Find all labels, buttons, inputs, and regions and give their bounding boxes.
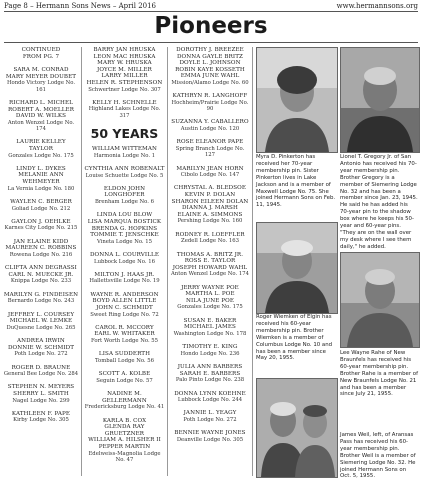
member-entry — [170, 391, 250, 404]
lodge-name: Rowena Lodge No. 216 — [9, 251, 73, 258]
member-name: ROSE ELEANOR PAPE — [176, 139, 244, 146]
member-entry — [84, 166, 165, 179]
column-2-bottom-list — [84, 146, 165, 463]
lodge-name: General Bee Lodge No. 284 — [3, 371, 79, 378]
member-entry — [3, 100, 79, 132]
column-divider — [252, 47, 253, 476]
lodge-name: Goliad Lodge No. 212 — [11, 205, 71, 212]
caption-wiemken: Roger Wiemken of Elgin has received his 60-year membership pin. Brother Wiemken is a member of Columbus Lodge No. 10 and has been a member since May 20, 1955. — [256, 314, 333, 362]
photo-james-weil — [256, 378, 338, 478]
member-entry — [3, 312, 79, 331]
lodge-name: Louise Schuette Lodge No. 5 — [85, 172, 164, 179]
lodge-name: Nagel Lodge No. 299 — [12, 397, 70, 404]
lodge-name: Cibolo Lodge No. 147 — [180, 172, 240, 179]
member-name: DONNA GAYLE BRITZ — [176, 53, 244, 60]
member-name: KELLY H. SCHNELLE — [92, 99, 157, 106]
member-name: JEFFREY L. COURSEY — [7, 311, 75, 318]
lodge-name: Edelweiss-Magnolia Lodge No. 47 — [88, 450, 161, 463]
caption-weil: James Weil, left, of Aransas Pass has received his 60-year membership pin. Brother Weil is a member of Siemering Lodge No. 32. He joined Hermann Sons on Oct. 5, 1955. — [340, 432, 416, 480]
member-name: LISA MARQUA BOSTICK — [87, 218, 162, 225]
member-name: LEON MAC HRUSKA — [93, 53, 156, 60]
photo-myra-pinkerton — [256, 47, 338, 153]
member-entry — [3, 265, 79, 284]
member-name: CONTINUED — [21, 47, 61, 53]
member-name: DIANNA J. MARSH — [182, 205, 238, 212]
member-name: WEHMEYER — [22, 179, 60, 186]
member-entry — [84, 351, 165, 364]
member-name: JOHN C. SCHMIDT — [96, 304, 153, 311]
member-name: STEPHEN N. MEYERS — [7, 384, 75, 391]
member-name: JERRY WAYNE POE — [181, 284, 239, 291]
lodge-name: Lubbock Lodge No. 16 — [94, 258, 155, 265]
member-name: BENNIE WAYNE JONES — [174, 430, 246, 437]
member-name: WILLIAM A. HILSHER II — [88, 437, 161, 444]
site-url: www.hermannsons.org — [336, 2, 418, 10]
lodge-name: Gonzales Lodge No. 175 — [177, 304, 243, 311]
member-name: DOYLE L. JOHNSON — [179, 60, 241, 67]
member-entry — [170, 185, 250, 224]
member-entry — [84, 47, 165, 93]
member-name: JOYCE M. MILLER — [96, 66, 152, 73]
member-name: JULIA ANN BARBERS — [177, 364, 243, 371]
member-entry — [170, 232, 250, 245]
caption-pinkerton: Myra D. Pinkerton has received her 70-year membership pin. Sister Pinkerton lives in Lake Jackson and is a member of Maxwell Lodge No. 75. She joined Hermann Sons on Feb. 11, 1945. — [256, 154, 336, 209]
lodge-name: Pershing Lodge No. 160 — [177, 218, 243, 225]
member-name: MARILYN JEAN HORN — [176, 165, 244, 172]
member-name: DOROTHY J. BREEZEE — [176, 47, 244, 53]
member-name: DONNIE W. SCHMIDT — [7, 344, 75, 351]
member-name: LONGHOFER — [104, 192, 145, 199]
lodge-name: Knippa Lodge No. 233 — [10, 278, 72, 285]
member-name: LINDY L. DYKES — [16, 165, 66, 172]
member-entry — [84, 418, 165, 464]
member-name: CAROL R. MCCORY — [95, 324, 154, 331]
lodge-name: Lubbock Lodge No. 244 — [177, 397, 243, 404]
member-name: WILLIAM WITTEMAN — [91, 146, 157, 153]
lodge-name: Anton Wenzel Lodge No. 174 — [170, 271, 250, 278]
lodge-name: Austin Lodge No. 120 — [180, 126, 240, 133]
member-name: HELEN R. STEPHENSON — [86, 79, 163, 86]
member-name: KARLA B. COX — [102, 417, 147, 424]
photo-roger-wiemken — [256, 222, 338, 314]
member-name: ROBERT A. MOELLER — [7, 106, 75, 113]
member-entry — [84, 186, 165, 205]
member-name: DONNA LYNN KOEHNE — [174, 390, 246, 397]
names-column-3 — [170, 47, 250, 450]
member-name: ANDREA IRWIN — [17, 338, 65, 345]
member-name: GLENDA RAY GRUETZNER — [104, 424, 145, 437]
member-entry — [170, 119, 250, 132]
member-name: JOSEPH HOWARD WAHL — [172, 264, 248, 271]
member-entry — [3, 166, 79, 192]
member-name: KATHLEEN F. PAPE — [11, 410, 71, 417]
member-name: MICHAEL JAMES — [184, 324, 236, 331]
member-entry — [3, 365, 79, 378]
lodge-name: Mission/Alamo Lodge No. 60 — [171, 79, 249, 86]
member-entry — [84, 371, 165, 384]
lodge-name: Hochheim/Prairie Lodge No. 90 — [171, 99, 249, 113]
member-name: LAURIE KELLEY — [16, 139, 66, 146]
column-divider — [81, 47, 82, 476]
member-name: MARTHA L. POE — [185, 291, 235, 298]
member-entry — [170, 252, 250, 278]
member-entry — [3, 219, 79, 232]
member-name: SCOTT A. KOLBE — [98, 371, 151, 378]
member-name: KATHRYN R. LANGHOFF — [172, 93, 248, 100]
member-entry — [3, 47, 79, 60]
member-entry — [3, 67, 79, 93]
member-name: KEVIN P. DOLAN — [184, 192, 236, 199]
column-divider — [167, 47, 168, 476]
member-entry — [170, 344, 250, 357]
member-name: CYNTHIA ANN ROBENALT — [84, 165, 165, 172]
member-name: LISA SUDDERTH — [98, 351, 151, 358]
lodge-name: Bernardo Lodge No. 243 — [7, 298, 75, 305]
member-name: ROBIN KAYE KOSSETH — [175, 66, 245, 73]
member-entry — [84, 391, 165, 410]
member-entry — [84, 252, 165, 265]
member-name: MARILYN G. FINDEISEN — [3, 291, 79, 298]
lodge-name: Hondo Victory Lodge No. 161 — [6, 80, 76, 93]
member-entry — [3, 292, 79, 305]
member-name: MILTON J. HAAS JR. — [94, 271, 155, 278]
member-entry — [170, 166, 250, 179]
member-name: DONNA L. COURVILLE — [89, 251, 160, 258]
member-name: MARY MEYER DOUBET — [5, 73, 77, 80]
names-column-1 — [3, 47, 79, 431]
photo-lee-wayne-rahe — [340, 252, 420, 348]
member-name: FROM PG. 7 — [22, 53, 60, 60]
member-name: MICHAEL W. LEMKE — [9, 318, 73, 325]
member-entry — [84, 146, 165, 159]
member-name: CARL N. MUECKE JR. — [8, 271, 74, 278]
member-name: PEPPER MARTIN — [98, 443, 151, 450]
member-name: THOMAS A. BRITZ JR. — [176, 251, 244, 258]
lodge-name: Seguin Lodge No. 57 — [96, 377, 153, 384]
member-entry — [170, 430, 250, 443]
member-entry — [84, 272, 165, 285]
member-name: LARRY MILLER — [101, 73, 148, 80]
column-2-top-list — [84, 47, 165, 119]
member-entry — [170, 93, 250, 112]
member-entry — [170, 139, 250, 158]
member-name: NILA JUNE POE — [185, 297, 235, 304]
caption-rahe: Lee Wayne Rahe of New Braunfels has received his 60-year membership pin. Brother Rahe is a member of New Braunfels Lodge No. 21 and has been a member since July 21, 1955. — [340, 350, 418, 398]
lodge-name: Harmonia Lodge No. 1 — [93, 152, 156, 159]
member-name: RICHARD L. MICHEL — [9, 99, 73, 106]
member-entry — [3, 199, 79, 212]
member-entry — [170, 364, 250, 383]
member-name: DAVID W. WILKS — [15, 113, 67, 120]
member-name: SARAH E. BARBERS — [179, 370, 241, 377]
member-name: SHERRY L. SMITH — [13, 391, 69, 397]
lodge-name: Deanville Lodge No. 305 — [176, 436, 244, 443]
lodge-name: Kirby Lodge No. 305 — [13, 417, 69, 424]
member-name: BARRY JAN HRUSKA — [93, 47, 156, 53]
lodge-name: Hondo Lodge No. 236 — [180, 350, 240, 357]
member-name: TAYLOR — [28, 145, 54, 152]
lodge-name: Anton Wenzel Lodge No. 174 — [7, 119, 75, 133]
member-name: SARA M. CONRAD — [13, 67, 69, 74]
lodge-name: Sweet Ring Lodge No. 72 — [90, 311, 159, 318]
lodge-name: Spring Branch Lodge No. 127 — [175, 145, 245, 159]
header-rule — [4, 11, 418, 12]
member-entry — [84, 100, 165, 119]
lodge-name: Brenham Lodge No. 6 — [94, 199, 155, 206]
member-entry — [3, 338, 79, 357]
member-entry — [3, 239, 79, 258]
member-name: TOMMIE T. JENSCHKE — [90, 232, 159, 239]
member-name: WAYNE R. ANDERSON — [90, 291, 159, 298]
member-name: LINDA LOU BLOW — [96, 212, 153, 219]
page-title: Pioneers — [154, 13, 268, 39]
member-entry — [84, 292, 165, 318]
member-name: EARL W. WHITAKER — [94, 331, 155, 338]
member-name: MARY W. HRUSKA — [97, 60, 152, 67]
caption-gregory: Lionel T. Gregory Jr. of San Antonio has received his 70-year membership pin. Brother Gregory is a member of Siemering Lodge No. 32 and has been a member since Jan. 23, 1945. He said he has added his 70-year pin to the shadow box where he keeps his 50-year and 60-year pins. "They are on the wall over my desk where I see them daily," he added. — [340, 154, 418, 250]
member-name: BRENDA G. HOPKINS — [91, 225, 158, 232]
lodge-name: Vineta Lodge No. 15 — [96, 238, 153, 245]
member-name: TIMOTHY E. KING — [182, 344, 238, 351]
member-entry — [170, 318, 250, 337]
member-name: CLIFTA ANN DEGRASSI — [5, 265, 77, 272]
member-entry — [3, 139, 79, 158]
lodge-name: Gonzales Lodge No. 175 — [8, 152, 74, 159]
photo-lionel-gregory — [340, 47, 420, 153]
member-entry — [84, 325, 165, 344]
member-name: RODNEY R. LOEFFLER — [175, 231, 245, 238]
member-entry — [84, 212, 165, 245]
member-name: SUSAN E. BAKER — [183, 317, 237, 324]
member-entry — [3, 411, 79, 424]
lodge-name: Palo Pinto Lodge No. 238 — [175, 377, 245, 384]
member-name: ELAINE A. SIMMONS — [177, 211, 243, 218]
lodge-name: Schwertner Lodge No. 307 — [88, 86, 161, 93]
member-name: JANNIE L. YEAGY — [183, 410, 237, 417]
title-rule — [4, 42, 418, 43]
lodge-name: Fredericksburg Lodge No. 41 — [84, 404, 165, 411]
member-name: ROSS E. TAYLOR — [184, 258, 236, 265]
lodge-name: Zedell Lodge No. 163 — [181, 238, 239, 245]
member-name: CHRYSTAL A. BLEDSOE — [173, 185, 247, 192]
lodge-name: La Vernia Lodge No. 180 — [7, 185, 75, 192]
member-name: BOYD ALLEN LITTLE — [92, 298, 157, 305]
member-entry — [170, 285, 250, 311]
lodge-name: Highland Lakes Lodge No. 317 — [88, 106, 161, 119]
lodge-name: Poth Lodge No. 272 — [183, 417, 237, 424]
member-name: ROGER D. BRAUNE — [11, 364, 71, 371]
member-name: NADINE M. GELLERMANN — [102, 391, 147, 404]
page-header-left: Page 8 – Hermann Sons News – April 2016 — [4, 2, 157, 10]
member-name: MELANIE ANN — [18, 172, 64, 179]
lodge-name: Fort Worth Lodge No. 55 — [90, 338, 159, 345]
lodge-name: Karnes City Lodge No. 215 — [4, 225, 78, 232]
lodge-name: Washington Lodge No. 178 — [173, 330, 247, 337]
member-name: JAN ELAINE KIDD — [13, 238, 69, 245]
member-entry — [170, 47, 250, 86]
member-name: EMMA JUNE WAHL — [180, 73, 240, 80]
member-name: SHARON EILEEN DOLAN — [171, 198, 249, 205]
names-column-2 — [84, 47, 165, 470]
lodge-name: Poth Lodge No. 272 — [14, 351, 68, 358]
member-name: GAYLON J. OEHLKE — [11, 218, 71, 225]
member-name: MAUREEN C. ROBBINS — [5, 245, 77, 252]
member-entry — [170, 410, 250, 423]
member-name: WAYLEN C. BERGER — [10, 198, 72, 205]
lodge-name: Hallettsville Lodge No. 19 — [89, 278, 160, 285]
member-name: SUZANNA Y. CABALLERO — [171, 119, 249, 126]
lodge-name: Tomball Lodge No. 56 — [94, 357, 155, 364]
member-name: ELDON JOHN — [103, 185, 146, 192]
lodge-name: DuQuesne Lodge No. 265 — [6, 324, 76, 331]
years-heading: 50 YEARS — [90, 126, 159, 142]
member-entry — [3, 384, 79, 403]
